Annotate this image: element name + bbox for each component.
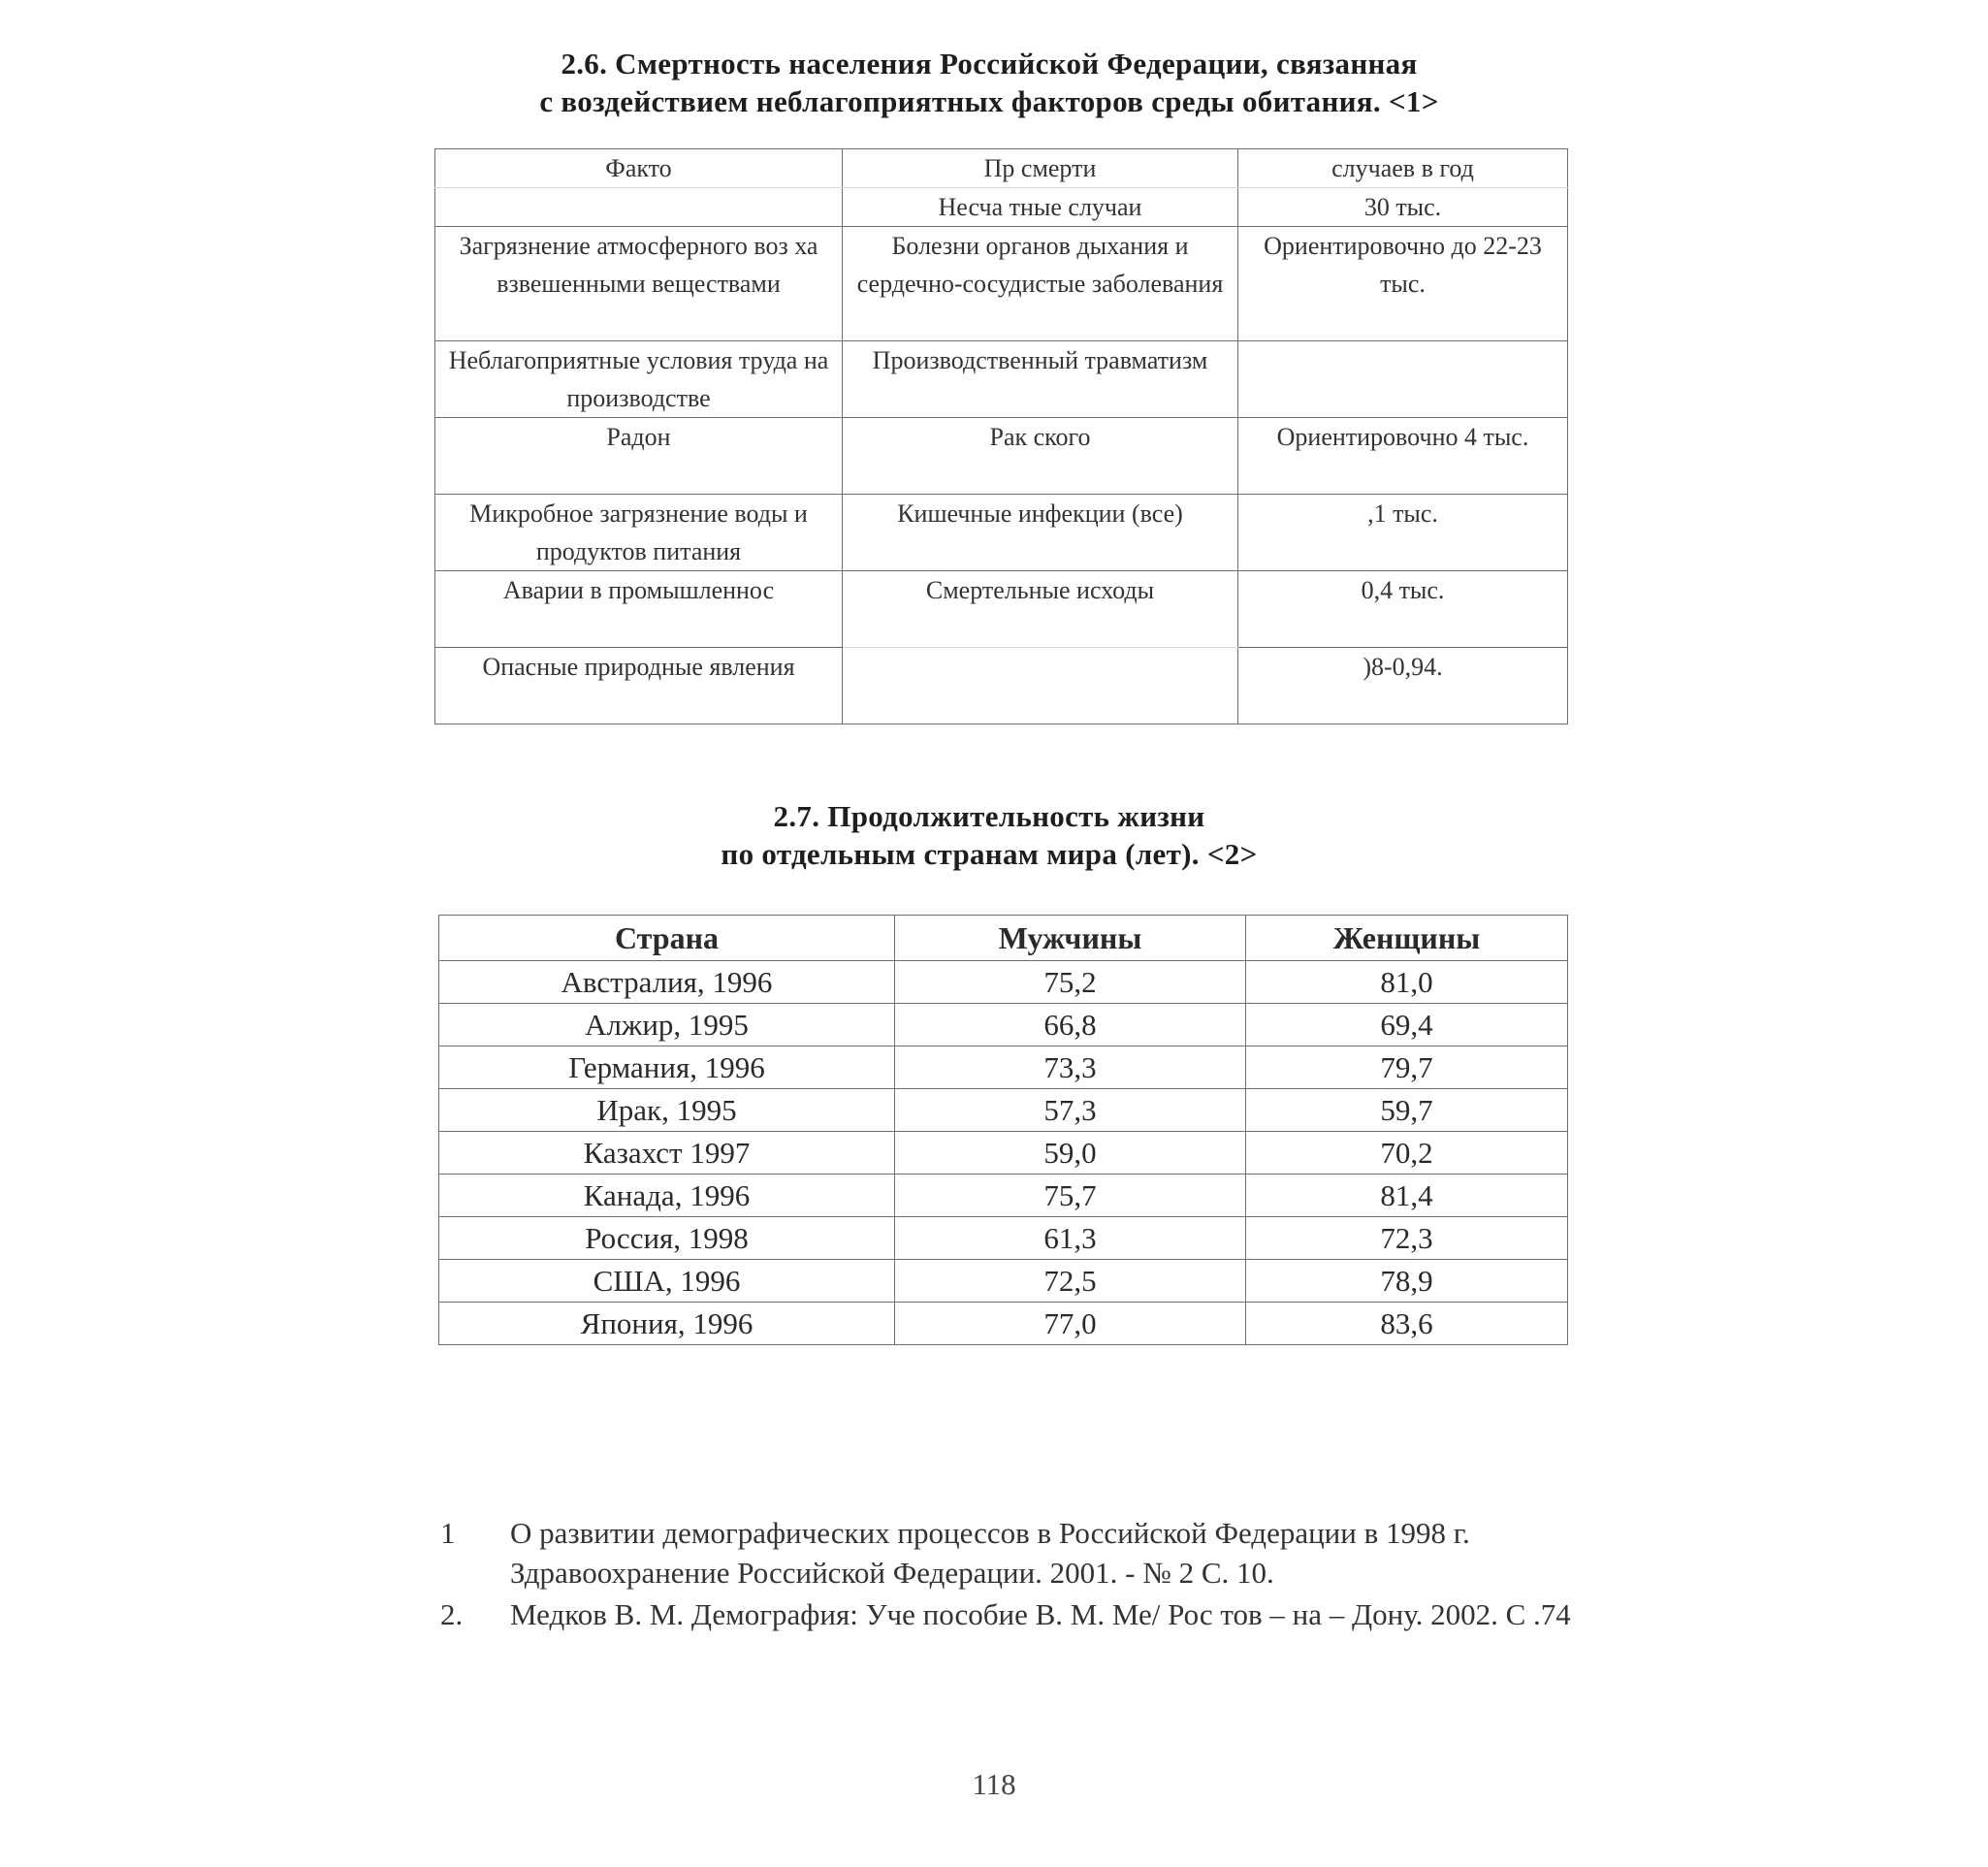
table-cell: 30 тыс.	[1238, 188, 1568, 227]
table-26-title-line1: 2.6. Смертность населения Российской Федерации, связанная	[561, 47, 1418, 80]
women-value-cell: 81,4	[1246, 1175, 1568, 1217]
table-row	[439, 961, 1568, 1004]
women-value-cell: 78,9	[1246, 1260, 1568, 1303]
table-cell: Кишечные инфекции (все)	[843, 495, 1238, 571]
table-cell: Загрязнение атмосферного воз ха взвешенными веществами	[435, 227, 843, 341]
mortality-factors-table	[434, 148, 1568, 724]
life-expectancy-table	[438, 915, 1568, 1345]
table-row	[435, 571, 1568, 648]
men-value-cell: 59,0	[895, 1132, 1246, 1175]
men-value-cell: 61,3	[895, 1217, 1246, 1260]
table-row	[435, 648, 1568, 724]
table-row	[439, 1046, 1568, 1089]
table-row	[439, 1303, 1568, 1345]
table-row	[439, 1260, 1568, 1303]
men-value-cell: 66,8	[895, 1004, 1246, 1046]
table-27-title-line2: по отдельным странам мира (лет). <2>	[721, 837, 1258, 871]
country-cell: США, 1996	[439, 1260, 895, 1303]
men-value-cell: 75,2	[895, 961, 1246, 1004]
women-value-cell: 72,3	[1246, 1217, 1568, 1260]
table-cell: Неблагоприятные условия труда на производстве	[435, 341, 843, 418]
table-cell: Производственный травматизм	[843, 341, 1238, 418]
header-cell-country: Страна	[439, 916, 895, 961]
table-cell: ,1 тыс.	[1238, 495, 1568, 571]
footnote-2	[434, 1594, 1579, 1634]
header-cell-cases: случаев в год	[1238, 149, 1568, 188]
table-cell: Радон	[435, 418, 843, 495]
women-value-cell: 70,2	[1246, 1132, 1568, 1175]
table-row	[435, 418, 1568, 495]
table-cell: Опасные природные явления	[435, 648, 843, 724]
country-cell: Казахст 1997	[439, 1132, 895, 1175]
women-value-cell: 83,6	[1246, 1303, 1568, 1345]
table-cell: Аварии в промышленнос	[435, 571, 843, 648]
footnote-text: О развитии демографических процессов в Российской Федерации в 1998 г. Здравоохранение Российской Федерации. 2001. - № 2 С. 10.	[510, 1516, 1470, 1590]
table-row	[439, 1132, 1568, 1175]
table-cell: Несча тные случаи	[843, 188, 1238, 227]
country-cell: Япония, 1996	[439, 1303, 895, 1345]
table-cell: )8-0,94.	[1238, 648, 1568, 724]
footnotes	[434, 1513, 1579, 1636]
table-header-row	[439, 916, 1568, 961]
footnote-number: 2.	[440, 1597, 464, 1631]
country-cell: Алжир, 1995	[439, 1004, 895, 1046]
women-value-cell: 59,7	[1246, 1089, 1568, 1132]
table-26-title-line2: с воздействием неблагоприятных факторов среды обитания. <1>	[539, 84, 1439, 118]
men-value-cell: 77,0	[895, 1303, 1246, 1345]
country-cell: Канада, 1996	[439, 1175, 895, 1217]
table-cell	[843, 648, 1238, 724]
footnote-1	[434, 1513, 1579, 1593]
table-row	[439, 1089, 1568, 1132]
table-27-title	[407, 797, 1571, 873]
table-row	[435, 495, 1568, 571]
table-cell: Микробное загрязнение воды и продуктов питания	[435, 495, 843, 571]
table-26-title	[407, 45, 1571, 120]
table-row	[435, 149, 1568, 188]
table-row	[435, 227, 1568, 341]
table-row	[439, 1004, 1568, 1046]
table-cell: Болезни органов дыхания и сердечно-сосудистые заболевания	[843, 227, 1238, 341]
header-cell-men: Мужчины	[895, 916, 1246, 961]
women-value-cell: 79,7	[1246, 1046, 1568, 1089]
table-cell: Ориентировочно до 22-23 тыс.	[1238, 227, 1568, 341]
country-cell: Германия, 1996	[439, 1046, 895, 1089]
footnote-text: Медков В. М. Демография: Уче пособие В. М. Ме/ Рос тов – на – Дону. 2002. С .74	[510, 1597, 1571, 1631]
table-27-title-line1: 2.7. Продолжительность жизни	[773, 799, 1205, 833]
women-value-cell: 69,4	[1246, 1004, 1568, 1046]
table-cell: Смертельные исходы	[843, 571, 1238, 648]
men-value-cell: 73,3	[895, 1046, 1246, 1089]
table-row	[435, 188, 1568, 227]
table-cell	[435, 188, 843, 227]
women-value-cell: 81,0	[1246, 961, 1568, 1004]
table-row	[439, 1217, 1568, 1260]
header-cell-cause: Пр смерти	[843, 149, 1238, 188]
country-cell: Ирак, 1995	[439, 1089, 895, 1132]
men-value-cell: 75,7	[895, 1175, 1246, 1217]
table-row	[435, 341, 1568, 418]
table-cell	[1238, 341, 1568, 418]
men-value-cell: 57,3	[895, 1089, 1246, 1132]
header-cell-factor: Факто	[435, 149, 843, 188]
footnote-number: 1	[440, 1516, 456, 1550]
table-cell: Рак ского	[843, 418, 1238, 495]
table-row	[439, 1175, 1568, 1217]
country-cell: Австралия, 1996	[439, 961, 895, 1004]
table-cell: Ориентировочно 4 тыс.	[1238, 418, 1568, 495]
table-cell: 0,4 тыс.	[1238, 571, 1568, 648]
page-number: 118	[972, 1767, 1016, 1801]
header-cell-women: Женщины	[1246, 916, 1568, 961]
country-cell: Россия, 1998	[439, 1217, 895, 1260]
men-value-cell: 72,5	[895, 1260, 1246, 1303]
